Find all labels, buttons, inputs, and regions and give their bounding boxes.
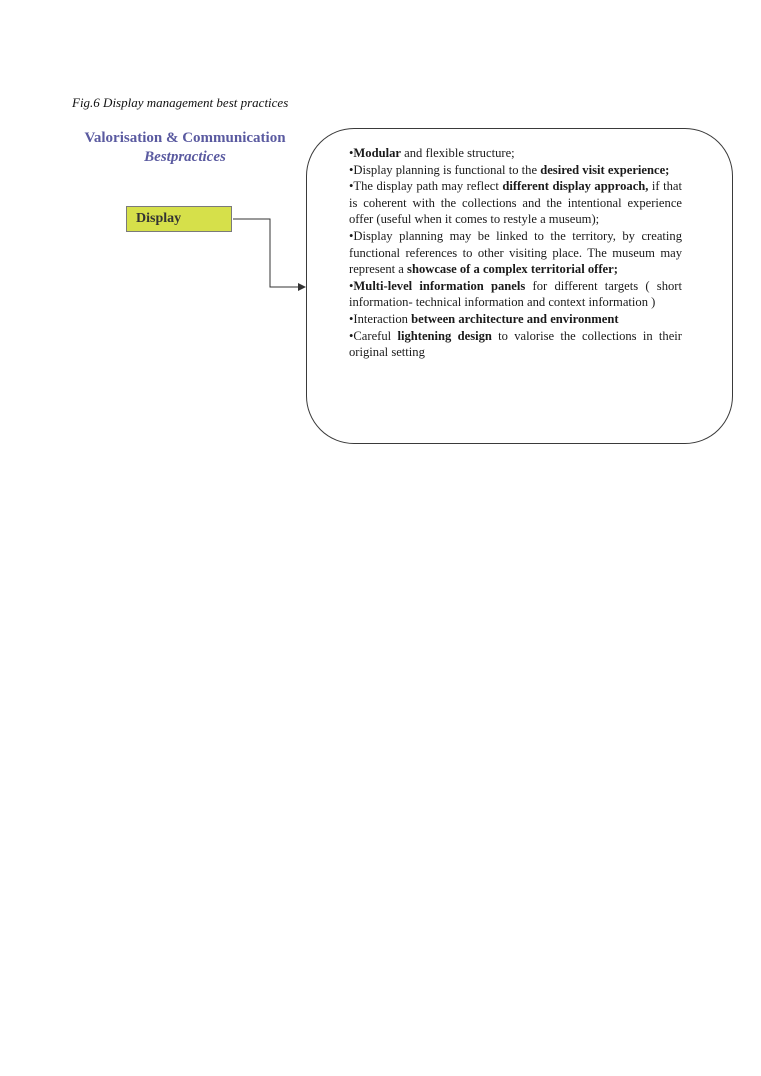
bold-text: Modular: [353, 146, 401, 160]
list-item: [349, 311, 682, 328]
bold-text: Multi-level information panels: [353, 278, 526, 293]
connector-line: [233, 219, 300, 287]
list-item: [349, 278, 682, 311]
list-item: [349, 162, 682, 179]
text-run: to valorise the collections in their original setting: [349, 328, 682, 360]
heading-title: Valorisation & Communication: [84, 130, 286, 146]
text-run: for different targets ( short information- technical information and context information ): [349, 278, 682, 310]
text-run: if that is coherent with the collections and the intentional experience offer (useful when it comes to restyle a museum);: [349, 179, 682, 227]
bold-text: lightening design: [397, 328, 492, 343]
best-practices-list: [349, 145, 682, 361]
text-run: •Interaction: [349, 311, 412, 326]
list-item: [349, 328, 682, 361]
bold-text: different display approach,: [502, 179, 649, 194]
bold-text: desired visit experience;: [540, 162, 670, 177]
list-item: [349, 178, 682, 228]
arrowhead-icon: [298, 283, 306, 291]
diagram-heading: [70, 129, 300, 167]
heading-subtitle: Bestpractices: [144, 149, 226, 165]
display-node: Display: [126, 206, 232, 232]
text-run: •The display path may reflect: [349, 179, 503, 194]
bold-text: between architecture and environment: [411, 311, 619, 326]
figure-caption: Fig.6 Display management best practices: [72, 95, 289, 110]
list-item: [349, 228, 682, 278]
text-run: •: [349, 146, 354, 160]
text-run: •: [349, 278, 354, 293]
text-run: •Careful: [349, 328, 398, 343]
list-item: [349, 145, 682, 162]
text-run: •Display planning may be linked to the territory, by creating functional references to other visiting place. The museum may represent a: [349, 228, 682, 277]
text-run: •Display planning is functional to the: [349, 162, 541, 177]
text-run: and flexible structure;: [401, 146, 515, 160]
bold-text: showcase of a complex territorial offer;: [407, 262, 618, 277]
